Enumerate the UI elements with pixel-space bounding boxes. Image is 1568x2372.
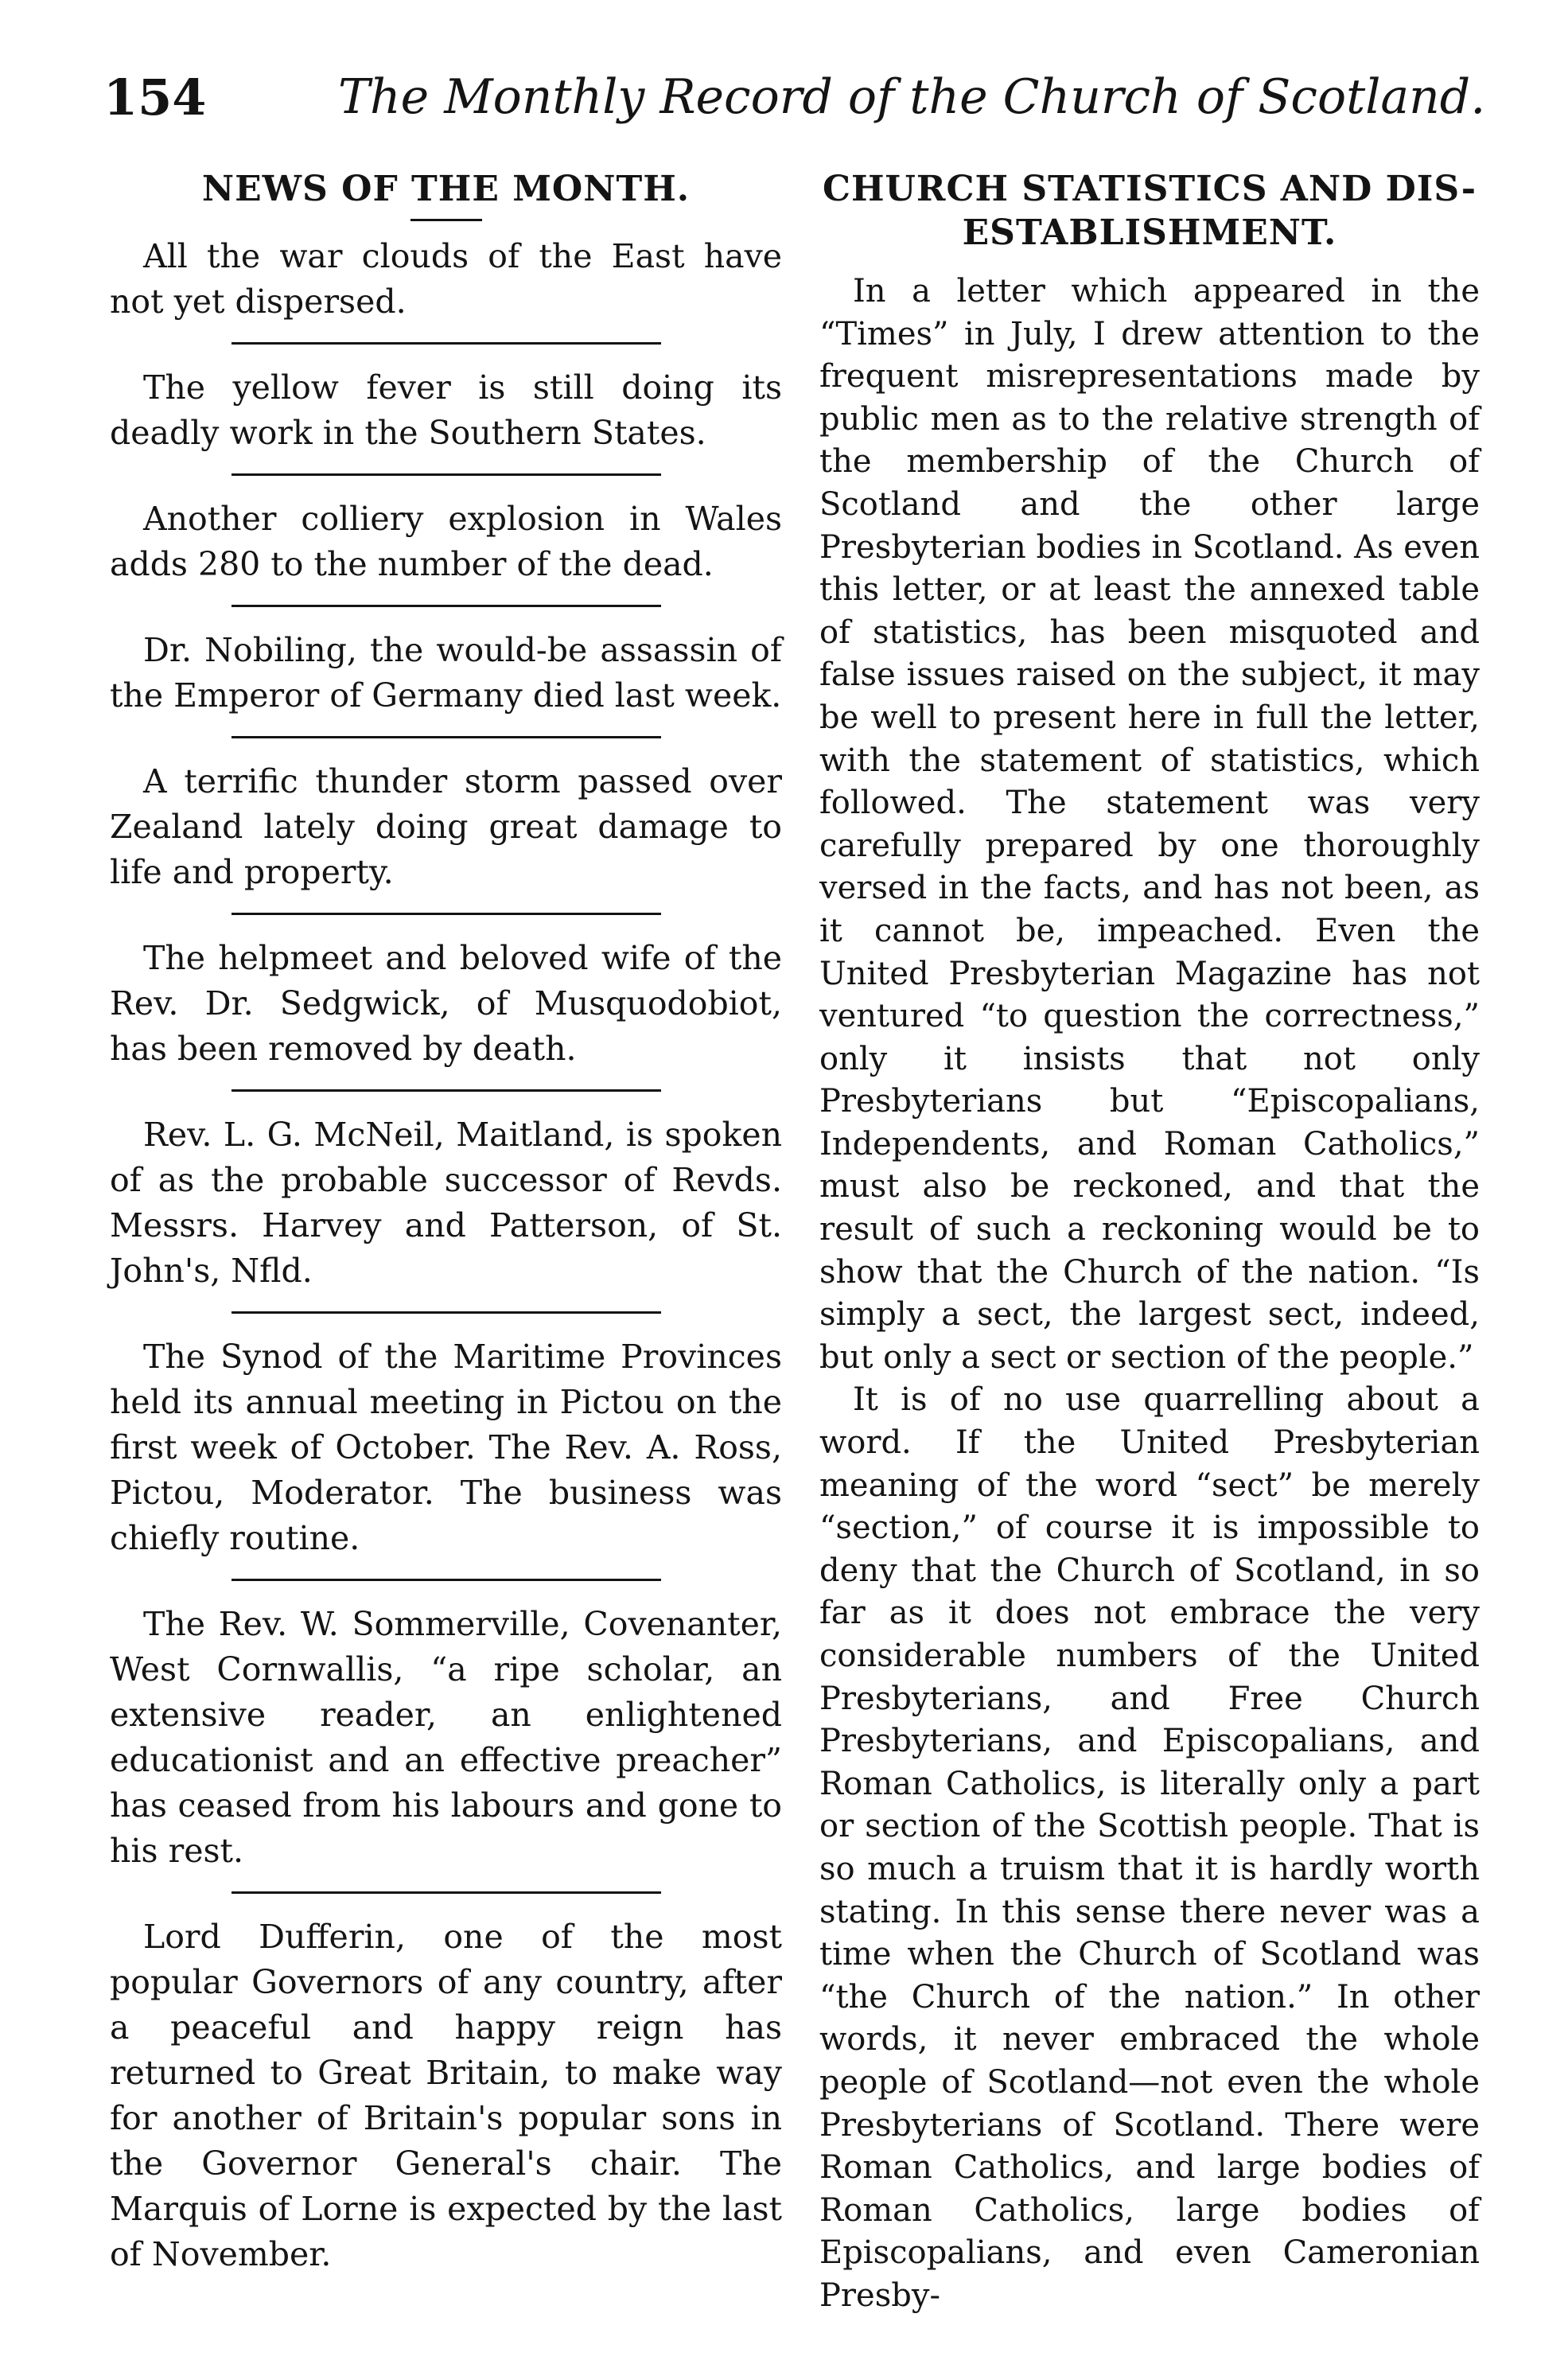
news-divider [232, 913, 661, 915]
article-title: CHURCH STATISTICS AND DIS-ESTABLISHMENT. [822, 169, 1477, 253]
news-divider [232, 1089, 661, 1092]
news-item: Dr. Nobiling, the would-be assassin of the Emperor of Germany died last week. [110, 631, 782, 715]
news-item: All the war clouds of the East have not yet dispersed. [110, 237, 782, 321]
page-number: 154 [103, 68, 207, 127]
news-column [110, 167, 782, 2277]
news-item: Rev. L. G. McNeil, Maitland, is spoken of as the probable successor of Revds. Messrs. Harvey and Patterson, of St. John's, Nfld. [110, 1116, 782, 1290]
news-item: The Synod of the Maritime Provinces held its annual meeting in Pictou on the first week of October. The Rev. A. Ross, Pictou, Moderator. The business was chiefly routine. [110, 1338, 782, 1557]
news-item: The helpmeet and beloved wife of the Rev. Dr. Sedgwick, of Musquodobiot, has been removed by death. [110, 939, 782, 1068]
article-column [819, 167, 1480, 2318]
news-divider [232, 1891, 661, 1894]
article-paragraph: In a letter which appeared in the “Times” in July, I drew attention to the frequent misrepresentations made by public men as to the relative strength of the membership of the Church of Scotland and the other large Presbyterian bodies in Scotland. As even this letter, or at least the annexed table of statistics, has been misquoted and false issues raised on the subject, it may be well to present here in full the letter, with the statement of statistics, which followed. The statement was very carefully prepared by one thoroughly versed in the facts, and has not been, as it cannot be, impeached. Even the United Presbyterian Magazine has not ventured “to question the correctness,” only it insists that not only Presbyterians but “Episcopalians, Independents, and Roman Catholics,” must also be reckoned, and that the result of such a reckoning would be to show that the Church of the nation. “Is simply a sect, the largest sect, indeed, but only a sect or section of the people.” [819, 273, 1480, 1376]
news-divider [232, 605, 661, 607]
news-item: Lord Dufferin, one of the most popular Governors of any country, after a peaceful and happy reign has returned to Great Britain, to make way for another of Britain's popular sons in the Governor General's chair. The Marquis of Lorne is expected by the last of November. [110, 1918, 782, 2273]
heading-rule [410, 219, 482, 221]
article-paragraph: It is of no use quarrelling about a word. If the United Presbyterian meaning of the word “sect” be merely “section,” of course it is impossible to deny that the Church of Scotland, in so far as it does not embrace the very considerable numbers of the United Presbyterians, and Free Church Presbyterians, and Episcopalians, and Roman Catholics, is literally only a part or section of the Scottish people. That is so much a truism that it is hardly worth stating. In this sense there never was a time when the Church of Scotland was “the Church of the nation.” In other words, it never embraced the whole people of Scotland—not even the whole Presbyterians of Scotland. There were Roman Catholics, and large bodies of Roman Catholics, large bodies of Episcopalians, and even Cameronian Presby- [819, 1381, 1480, 2314]
news-heading: NEWS OF THE MONTH. [201, 169, 691, 209]
news-divider [232, 1311, 661, 1314]
news-item: A terrific thunder storm passed over Zealand lately doing great damage to life and property. [110, 762, 782, 891]
news-item: The Rev. W. Sommerville, Covenanter, West Cornwallis, “a ripe scholar, an extensive reader, an enlightened educationist and an effective preacher” has ceased from his labours and gone to his rest. [110, 1605, 782, 1870]
news-item: The yellow fever is still doing its deadly work in the Southern States. [110, 368, 782, 452]
news-divider [232, 736, 661, 738]
running-title: The Monthly Record of the Church of Scotland. [338, 69, 1486, 125]
news-divider [232, 342, 661, 345]
news-divider [232, 1579, 661, 1581]
news-divider [232, 473, 661, 476]
news-item: Another colliery explosion in Wales adds 280 to the number of the dead. [110, 500, 782, 583]
